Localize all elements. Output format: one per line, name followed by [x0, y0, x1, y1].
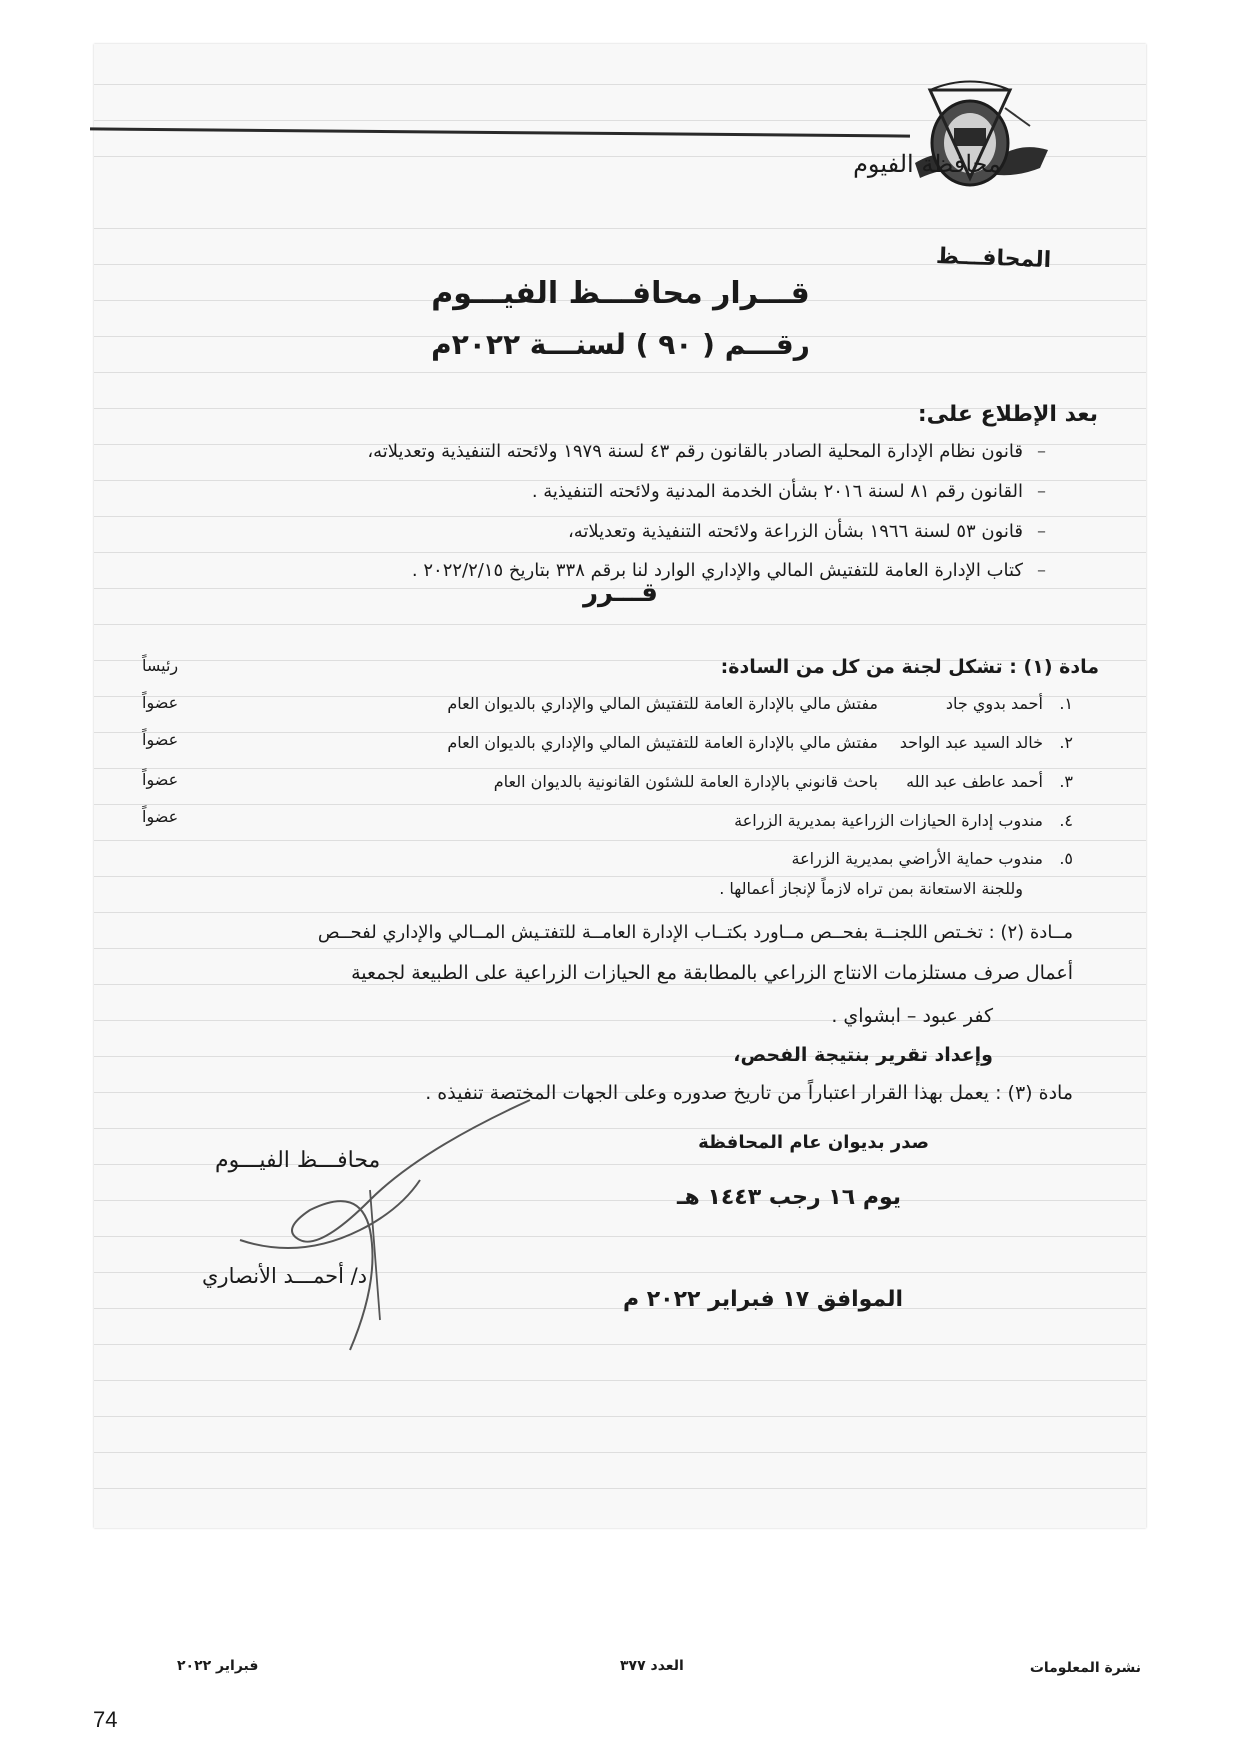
member-role: عضواً [142, 770, 179, 789]
governor-label: المحافـــظ [935, 243, 1052, 274]
issued-at: صدر بديوان عام المحافظة [698, 1132, 929, 1153]
article-2-line: وإعداد تقرير بنتيجة الفحص، [733, 1044, 993, 1066]
member-role: عضواً [142, 807, 179, 826]
preamble-heading: بعد الإطلاع على: [917, 402, 1098, 427]
member-role: عضواً [142, 693, 179, 712]
preamble-item: –قانون ٥٣ لسنة ١٩٦٦ بشأن الزراعة ولائحته التنفيذية وتعديلاته، [567, 521, 1046, 542]
footer-date: فبراير ٢٠٢٢ [177, 1658, 259, 1674]
decree-number: رقـــم ( ٩٠ ) لسنـــة ٢٠٢٢م [431, 328, 810, 361]
preamble-item: –قانون نظام الإدارة المحلية الصادر بالقانون رقم ٤٣ لسنة ١٩٧٩ ولائحته التنفيذية وتعديلاته، [367, 441, 1046, 462]
governorate-emblem-logo [910, 68, 1050, 198]
member-role: رئيساً [142, 656, 179, 675]
article-3: مادة (٣) : يعمل بهذا القرار اعتباراً من تاريخ صدوره وعلى الجهات المختصة تنفيذه . [425, 1082, 1073, 1104]
committee-member: ٣.أحمد عاطف عبد اللهباحث قانوني بالإدارة العامة للشئون القانونية بالديوان العام [493, 772, 1073, 791]
hijri-date: يوم ١٦ رجب ١٤٤٣ هـ [677, 1185, 901, 1210]
governorate-name: محافظة الفيوم [853, 150, 1001, 178]
footer-issue: العدد ٣٧٧ [620, 1658, 684, 1674]
article-2-line: كفر عبود – ابشواي . [831, 1005, 993, 1027]
decree-title: قـــرار محافـــظ الفيـــوم [431, 276, 810, 311]
member-role: عضواً [142, 730, 179, 749]
preamble-item: –كتاب الإدارة العامة للتفتيش المالي والإداري الوارد لنا برقم ٣٣٨ بتاريخ ٢٠٢٢/٢/١٥ . [411, 560, 1046, 581]
article-2-line: مــادة (٢) : تخـتص اللجنــة بفحــص مــاورد بكتــاب الإدارة العامــة للتفتـيش المــالي والإداري لفحــص [317, 922, 1073, 943]
committee-assist-note: وللجنة الاستعانة بمن تراه لازماً لإنجاز أعمالها . [719, 879, 1023, 898]
footer-publication: نشرة المعلومات [1029, 1660, 1141, 1676]
committee-member: ٥.مندوب حماية الأراضي بمديرية الزراعة [791, 849, 1073, 868]
committee-member: ٤.مندوب إدارة الحيازات الزراعية بمديرية الزراعة [734, 811, 1073, 830]
page-number: 74 [93, 1707, 118, 1732]
article-1-heading: مادة (١) : تشكل لجنة من كل من السادة: [720, 656, 1099, 678]
handwritten-signature [220, 1090, 540, 1374]
gregorian-date: الموافق ١٧ فبراير ٢٠٢٢ م [622, 1287, 903, 1312]
signatory-title: محافـــظ الفيـــوم [215, 1148, 381, 1173]
committee-member: ٢.خالد السيد عبد الواحدمفتش مالي بالإدارة العامة للتفتيش المالي والإداري بالديوان العام [447, 733, 1073, 752]
preamble-item: –القانون رقم ٨١ لسنة ٢٠١٦ بشأن الخدمة المدنية ولائحته التنفيذية . [531, 481, 1046, 502]
decided-heading: قـــرر [583, 578, 658, 608]
committee-member: ١.أحمد بدوي جادمفتش مالي بالإدارة العامة للتفتيش المالي والإداري بالديوان العام [447, 694, 1073, 713]
signatory-name: د/ أحمـــد الأنصاري [202, 1264, 368, 1288]
article-2-line: أعمال صرف مستلزمات الانتاج الزراعي بالمطابقة مع الحيازات الزراعية على الطبيعة لجمعية [351, 962, 1073, 984]
